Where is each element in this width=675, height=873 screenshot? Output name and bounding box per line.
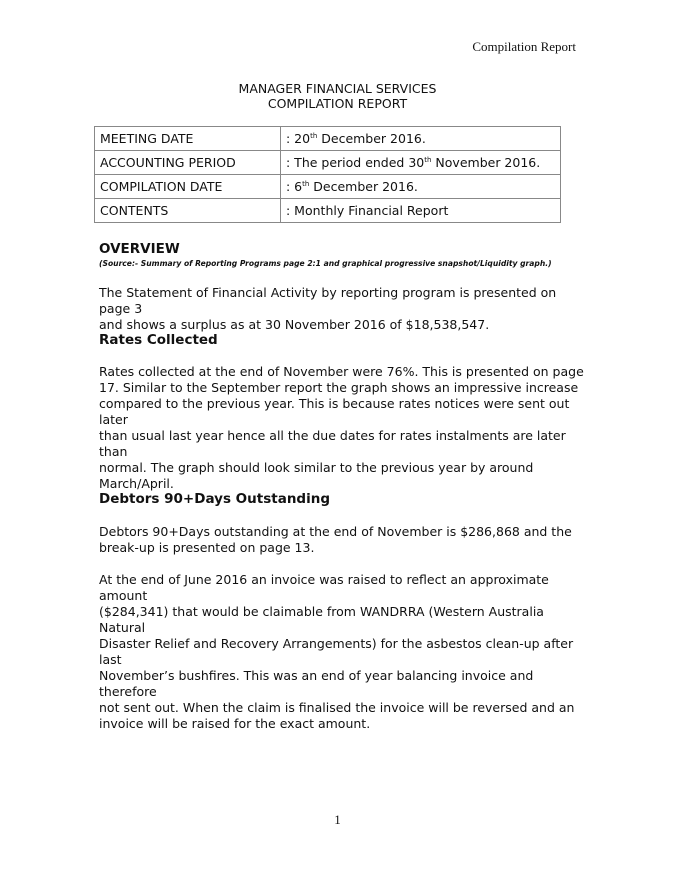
table-row (95, 127, 561, 151)
debtors-heading: Debtors 90+Days Outstanding (99, 491, 330, 507)
rates-collected-heading: Rates Collected (99, 332, 218, 348)
report-title-line-2: COMPILATION REPORT (267, 96, 408, 111)
compilation-date-value: : 6th December 2016. (281, 175, 561, 199)
page-number: 1 (334, 812, 341, 827)
meeting-date-value: : 20th December 2016. (281, 127, 561, 151)
accounting-period-label: ACCOUNTING PERIOD (95, 151, 281, 175)
compilation-date-label: COMPILATION DATE (95, 175, 281, 199)
rates-collected-paragraph: Rates collected at the end of November were 76%. This is presented on page 17. Similar to the September report the graph shows an impressive increase compared to the previous year. This is because rates notices were sent out later than usual last year hence all the due dates for rates instalments are later than normal. The graph should look similar to the previous year by around March/April. (99, 364, 584, 491)
overview-heading: OVERVIEW (99, 241, 180, 257)
meeting-details-table (94, 126, 561, 223)
running-header: Compilation Report (472, 39, 576, 54)
debtors-paragraph-1: Debtors 90+Days outstanding at the end of November is $286,868 and the break-up is presented on page 13. (99, 524, 572, 555)
overview-source-note: (Source:- Summary of Reporting Programs page 2:1 and graphical progressive snapshot/Liquidity graph.) (99, 259, 552, 268)
report-title-line-1: MANAGER FINANCIAL SERVICES (238, 81, 437, 96)
contents-label: CONTENTS (95, 199, 281, 223)
table-row (95, 199, 561, 223)
accounting-period-value: : The period ended 30th November 2016. (281, 151, 561, 175)
debtors-paragraph-2: At the end of June 2016 an invoice was raised to reflect an approximate amount ($284,341) that would be claimable from WANDRRA (Western Australia Natural Disaster Relief and Recovery Arrangements) for the asbestos clean-up after last November’s bushfires. This was an end of year balancing invoice and therefore not sent out. When the claim is finalised the invoice will be reversed and an invoice will be raised for the exact amount. (99, 572, 575, 731)
overview-paragraph: The Statement of Financial Activity by reporting program is presented on page 3 and shows a surplus as at 30 November 2016 of $18,538,547. (99, 285, 557, 332)
meeting-date-label: MEETING DATE (95, 127, 281, 151)
table-row (95, 151, 561, 175)
table-row (95, 175, 561, 199)
contents-value: : Monthly Financial Report (281, 199, 561, 223)
